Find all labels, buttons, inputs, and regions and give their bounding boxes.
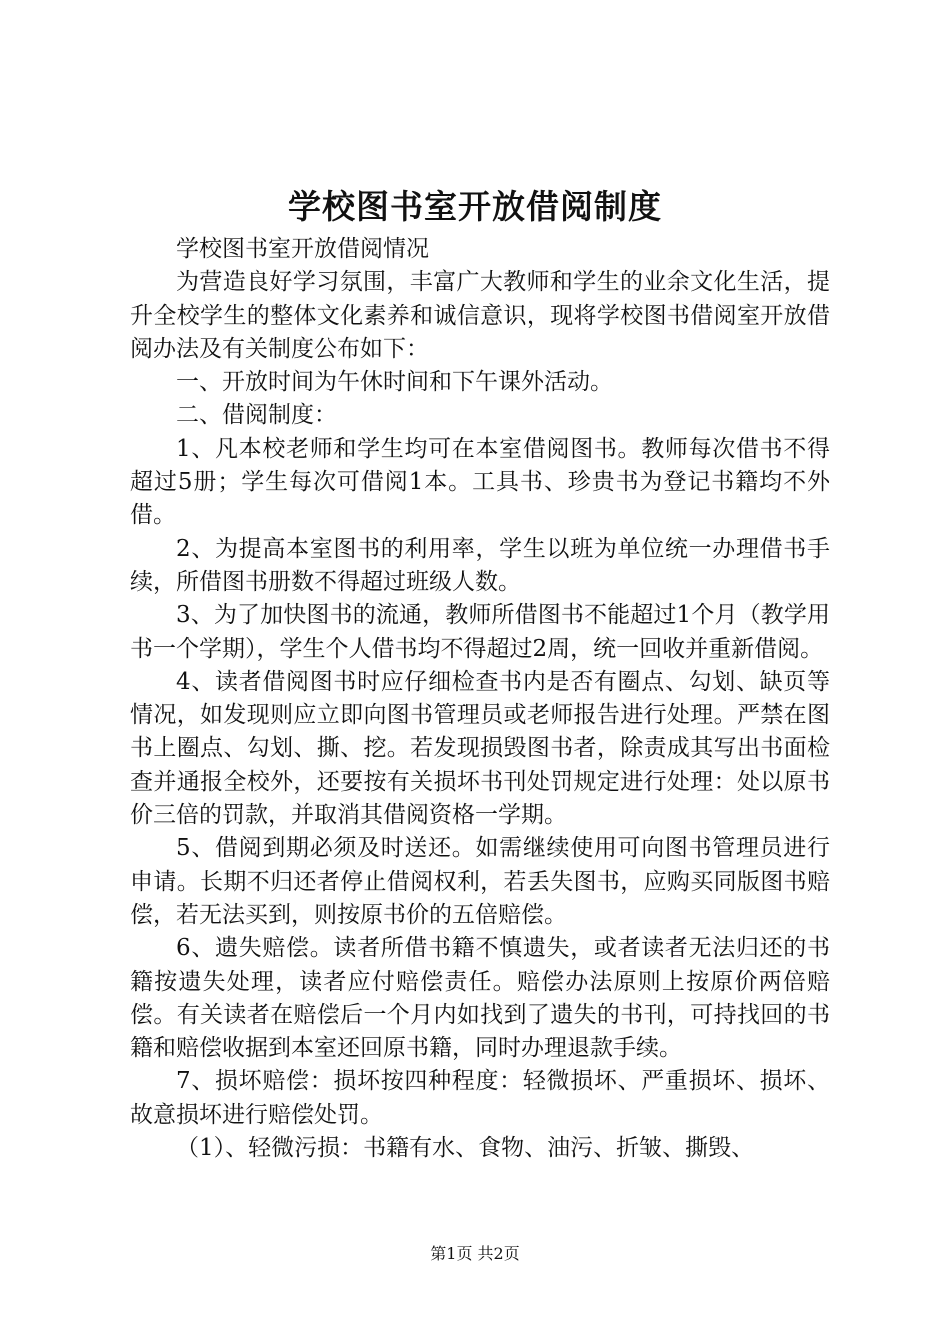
paragraph: 5、借阅到期必须及时送还。如需继续使用可向图书管理员进行申请。长期不归还者停止借阅权利，若丢失图书，应购买同版图书赔偿，若无法买到，则按原书价的五倍赔偿。 [130, 835, 830, 928]
page-footer: 第1页 共2页 [430, 1244, 520, 1263]
paragraph: 4、读者借阅图书时应仔细检查书内是否有圈点、勾划、缺页等情况，如发现则应立即向图书管理员或老师报告进行处理。严禁在图书上圈点、勾划、撕、挖。若发现损毁图书者，除责成其写出书面检查并通报全校外，还要按有关损坏书刊处罚规定进行处理：处以原书价三倍的罚款，并取消其借阅资格一学期。 [130, 668, 830, 829]
paragraph: 1、凡本校老师和学生均可在本室借阅图书。教师每次借书不得超过5册；学生每次可借阅1本。工具书、珍贵书为登记书籍均不外借。 [130, 435, 830, 529]
paragraph: （1）、轻微污损：书籍有水、食物、油污、折皱、撕毁、 [176, 1135, 755, 1162]
paragraph: 2、为提高本室图书的利用率，学生以班为单位统一办理借书手续，所借图书册数不得超过班级人数。 [130, 535, 830, 595]
paragraph: 学校图书室开放借阅情况 [176, 236, 429, 262]
paragraph: 一、开放时间为午休时间和下午课外活动。 [176, 369, 613, 396]
paragraph: 二、借阅制度： [176, 402, 337, 429]
paragraph: 3、为了加快图书的流通，教师所借图书不能超过1个月（教学用书一个学期），学生个人借书均不得超过2周，统一回收并重新借阅。 [130, 602, 830, 662]
document-title: 学校图书室开放借阅制度 [288, 187, 662, 226]
paragraph: 为营造良好学习氛围，丰富广大教师和学生的业余文化生活，提升全校学生的整体文化素养和诚信意识，现将学校图书借阅室开放借阅办法及有关制度公布如下： [130, 269, 830, 362]
document-body [130, 233, 830, 1165]
paragraph: 7、损坏赔偿：损坏按四种程度：轻微损坏、严重损坏、损坏、故意损坏进行赔偿处罚。 [130, 1068, 830, 1128]
paragraph: 6、遗失赔偿。读者所借书籍不慎遗失，或者读者无法归还的书籍按遗失处理，读者应付赔偿责任。赔偿办法原则上按原价两倍赔偿。有关读者在赔偿后一个月内如找到了遗失的书刊，可持找回的书籍和赔偿收据到本室还回原书籍，同时办理退款手续。 [130, 935, 830, 1062]
